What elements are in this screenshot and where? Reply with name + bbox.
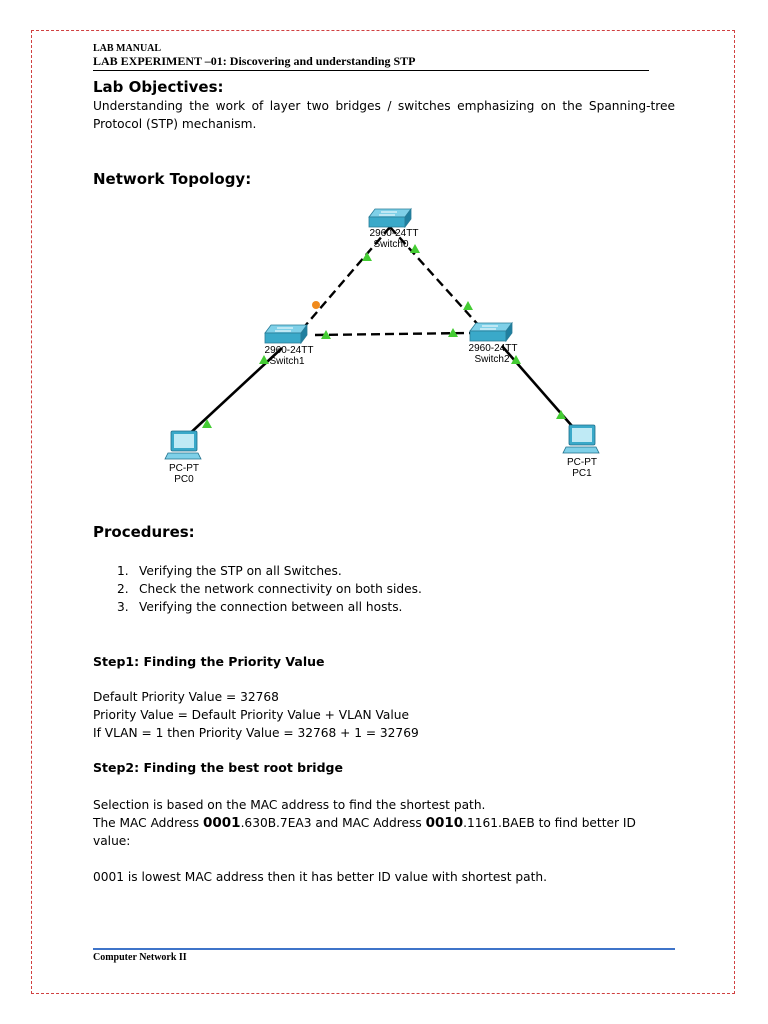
pc1-icon [563, 425, 599, 453]
port-up-icon [463, 301, 473, 310]
switch1-icon [265, 325, 307, 343]
pc1-model: PC-PT [567, 457, 597, 468]
pc1-name: PC1 [572, 468, 592, 479]
port-up-icon [259, 355, 269, 364]
switch2-name: Switch2 [474, 354, 510, 365]
pc0-icon [165, 431, 201, 459]
switch0-name: Switch0 [373, 239, 409, 250]
footer-divider [93, 948, 675, 950]
switch2-icon [470, 323, 512, 341]
port-up-icon [362, 252, 372, 261]
step1-line-1: Default Priority Value = 32768 [93, 690, 279, 704]
experiment-title: LAB EXPERIMENT –01: Discovering and understanding STP [93, 54, 649, 71]
switch2-model: 2960-24TT [468, 343, 518, 354]
step1-line-3: If VLAN = 1 then Priority Value = 32768 + 1 = 32769 [93, 726, 419, 740]
switch1-model: 2960-24TT [264, 345, 314, 356]
procedures-heading: Procedures: [93, 523, 195, 541]
objectives-text: Understanding the work of layer two bridges / switches emphasizing on the Spanning-tree Protocol (STP) mechanism. [93, 99, 675, 131]
list-item: 3. Verifying the connection between all hosts. [117, 600, 403, 614]
topology-heading: Network Topology: [93, 170, 252, 188]
step2-heading: Step2: Finding the best root bridge [93, 760, 343, 775]
procedures-list [117, 562, 422, 616]
step2-conclusion: 0001 is lowest MAC address then it has better ID value with shortest path. [93, 870, 547, 884]
pc0-name: PC0 [174, 474, 194, 485]
switch1-name: Switch1 [269, 356, 305, 367]
pc0-model: PC-PT [169, 463, 199, 474]
switch0-model: 2960-24TT [369, 228, 419, 239]
step1-heading: Step1: Finding the Priority Value [93, 654, 325, 669]
step1-line-2: Priority Value = Default Priority Value + VLAN Value [93, 708, 409, 722]
list-item: 2. Check the network connectivity on both sides. [117, 582, 422, 596]
list-item: 1. Verifying the STP on all Switches. [117, 564, 342, 578]
network-topology-diagram [150, 200, 620, 490]
footer-text: Computer Network II [93, 952, 187, 963]
port-blocked-icon [312, 301, 320, 309]
step2-line-1: Selection is based on the MAC address to find the shortest path. [93, 798, 486, 812]
port-up-icon [410, 244, 420, 253]
port-status-indicators [202, 244, 566, 428]
objectives-heading: Lab Objectives: [93, 78, 224, 96]
link-switch1-switch2 [315, 333, 470, 335]
switch0-icon [369, 209, 411, 227]
lab-manual-label: LAB MANUAL [93, 43, 162, 54]
mac-address-paragraph: The MAC Address 0001.630B.7EA3 and MAC Address 0010.1161.BAEB to find better ID value: [93, 815, 636, 848]
